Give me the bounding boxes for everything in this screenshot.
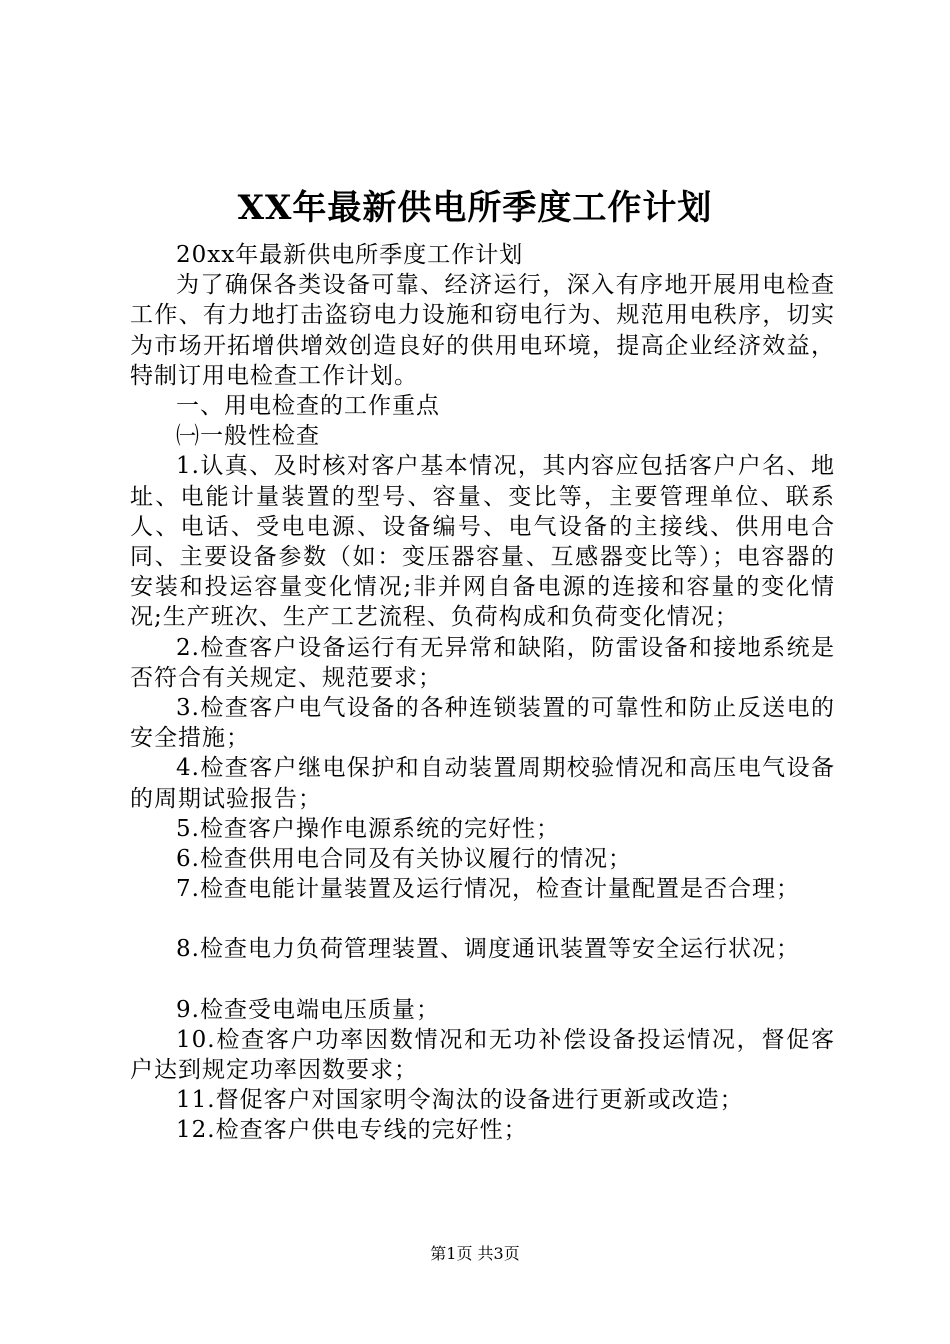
list-item: 9.检查受电端电压质量； xyxy=(176,996,440,1023)
list-item: 11.督促客户对国家明令淘汰的设备进行更新或改造； xyxy=(176,1087,744,1114)
document-body xyxy=(130,240,835,1146)
list-item: 10.检查客户功率因数情况和无功补偿设备投运情况，督促客户达到规定功率因数要求； xyxy=(130,1026,835,1084)
list-item: 4.检查客户继电保护和自动装置周期校验情况和高压电气设备的周期试验报告； xyxy=(130,755,835,812)
list-item: 3.检查客户电气设备的各种连锁装置的可靠性和防止反送电的安全措施； xyxy=(130,695,835,752)
list-item: 12.检查客户供电专线的完好性； xyxy=(176,1117,528,1144)
document-title: XX年最新供电所季度工作计划 xyxy=(237,188,713,228)
spacer xyxy=(130,965,835,995)
paragraph-intro: 为了确保各类设备可靠、经济运行，深入有序地开展用电检查工作、有力地打击盗窃电力设施和窃电行为、规范用电秩序，切实为市场开拓增供增效创造良好的供用电环境，提高企业经济效益，特制订用电检查工作计划。 xyxy=(130,272,835,389)
list-item: 5.检查客户操作电源系统的完好性； xyxy=(176,815,560,842)
page-number: 第1页 共3页 xyxy=(430,1244,520,1263)
list-item: 7.检查电能计量装置及运行情况，检查计量配置是否合理； xyxy=(176,876,800,903)
spacer xyxy=(130,904,835,934)
section-heading: 一、用电检查的工作重点 xyxy=(176,393,440,420)
subsection-heading: ㈠一般性检查 xyxy=(176,423,320,450)
paragraph-subtitle: 20xx年最新供电所季度工作计划 xyxy=(176,242,524,268)
list-item: 8.检查电力负荷管理装置、调度通讯装置等安全运行状况； xyxy=(176,936,800,963)
list-item: 2.检查客户设备运行有无异常和缺陷，防雷设备和接地系统是否符合有关规定、规范要求； xyxy=(130,634,835,691)
list-item: 1.认真、及时核对客户基本情况，其内容应包括客户户名、地址、电能计量装置的型号、容量、变比等，主要管理单位、联系人、电话、受电电源、设备编号、电气设备的主接线、供用电合同、主要设备参数（如：变压器容量、互感器变比等）；电容器的安装和投运容量变化情况;非并网自备电源的连接和容量的变化情况;生产班次、生产工艺流程、负荷构成和负荷变化情况； xyxy=(130,453,835,631)
list-item: 6.检查供用电合同及有关协议履行的情况； xyxy=(176,846,632,873)
